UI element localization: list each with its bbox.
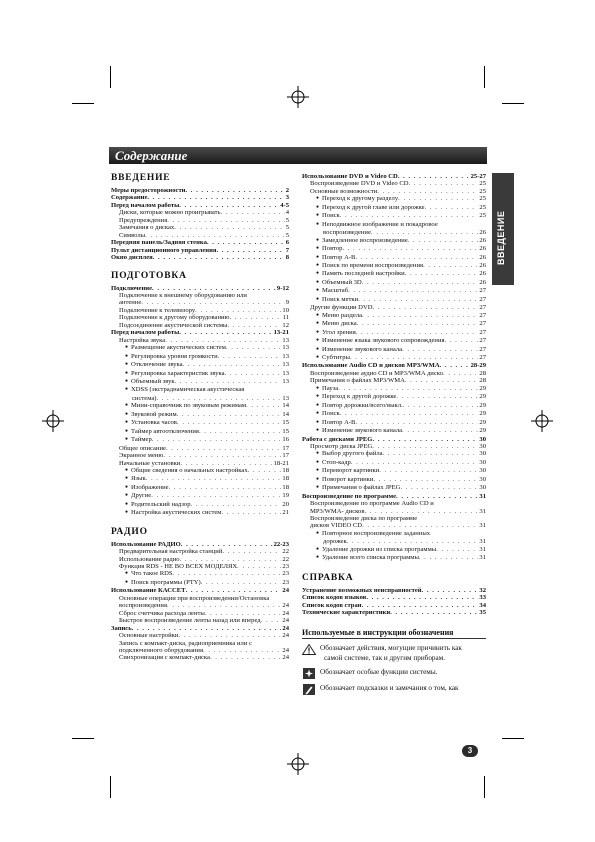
toc-entry-line: Основные операции при воспроизведении/Остановка — [119, 594, 270, 602]
registration-mark-icon — [531, 410, 553, 432]
toc-entry[interactable]: Настройка звука . . . 13 — [111, 337, 289, 344]
toc-entry[interactable]: Меры предосторожности . . . 2 — [111, 187, 289, 194]
toc-entry[interactable]: ● Примечания о файлах JPEG . . . 30 — [302, 484, 486, 492]
toc-entry[interactable]: ● Субтитры . . . 27 — [302, 354, 486, 362]
toc-entry[interactable]: Быстрое воспроизведение ленты назад или вперед . . . 24 — [111, 617, 289, 624]
toc-entry[interactable]: Функция RDS - НЕ ВО ВСЕХ МОДЕЛЯХ . . . 23 — [111, 563, 289, 570]
toc-entry[interactable]: ● Поиск . . . 25 — [302, 212, 486, 220]
toc-entry[interactable]: ● Изменение звукового канала . . . 27 — [302, 346, 486, 354]
toc-entry[interactable]: ● Поиск . . . 29 — [302, 410, 486, 418]
toc-entry[interactable]: ● Повтор A-B . . . 29 — [302, 419, 486, 427]
page-title: Содержание — [115, 148, 188, 163]
toc-entry[interactable]: Предварительная настройка станций . . . 22 — [111, 548, 289, 555]
toc-entry[interactable]: ● Удаление дорожки из списка программы . . . 31 — [302, 546, 486, 554]
toc-entry[interactable]: Другие функции DVD . . . 27 — [302, 304, 486, 311]
toc-entry[interactable]: ● Звуковой режим . . . 14 — [111, 411, 289, 419]
toc-entry[interactable]: ● Отключение звука . . . 13 — [111, 361, 289, 369]
toc-entry[interactable]: Замечания о дисках . . . 5 — [111, 224, 289, 231]
toc-entry[interactable]: Использование Audio CD и дисков MP3/WMA . . . 28-29 — [302, 362, 486, 369]
toc-entry[interactable]: Окно дисплея . . . 8 — [111, 254, 289, 261]
toc-entry-line: Запись с компакт-диска, радиоприемника или с — [119, 639, 252, 647]
registration-mark-icon — [287, 86, 309, 108]
toc-entry[interactable]: Начальные установки . . . 18-21 — [111, 460, 289, 467]
sparkle-icon — [302, 668, 316, 679]
toc-entry[interactable]: ● Регулировка уровня громкости . . . 13 — [111, 353, 289, 361]
registration-mark-icon — [287, 753, 309, 775]
symbol-item — [302, 668, 486, 679]
toc-entry[interactable]: ● Поворот картинки . . . 30 — [302, 476, 486, 484]
toc-entry-line: ● Неподвижное изображение и покадровое — [302, 221, 486, 229]
toc-entry[interactable]: ● Масштаб . . . 27 — [302, 287, 486, 295]
toc-entry[interactable]: ● Что такое RDS . . . 23 — [111, 570, 289, 578]
toc-entry[interactable]: ● Меню диска . . . 27 — [302, 320, 486, 328]
toc-entry[interactable]: ● Переворот картинки . . . 30 — [302, 467, 486, 475]
toc-entry[interactable]: Технические характеристики . . . 35 — [302, 609, 486, 616]
toc-entry[interactable]: Использование радио . . . 22 — [111, 556, 289, 563]
toc-entry[interactable]: Основные настройки . . . 24 — [111, 632, 289, 639]
toc-entry[interactable]: ● Переход к другому разделу . . . 25 — [302, 195, 486, 203]
toc-entry[interactable]: ● Родительский надзор . . . 20 — [111, 501, 289, 509]
toc-entry[interactable]: ● Настройка акустических систем . . . 21 — [111, 509, 289, 517]
toc-entry[interactable]: ● Объемный 3D . . . 26 — [302, 279, 486, 287]
toc-entry[interactable]: ● Удаление всего списка программы . . . 31 — [302, 554, 486, 562]
toc-right-column — [302, 173, 486, 695]
toc-entry[interactable]: ● Изображение . . . 18 — [111, 484, 289, 492]
section-side-tab — [492, 173, 514, 285]
crop-mark — [484, 66, 485, 88]
symbol-item — [302, 684, 486, 695]
crop-mark — [484, 776, 485, 798]
crop-mark — [72, 738, 94, 739]
toc-entry[interactable]: ● Объемный звук . . . 13 — [111, 378, 289, 386]
note-hand-icon — [302, 684, 316, 695]
crop-mark — [72, 103, 94, 104]
toc-entry[interactable]: Диски, которые можно проигрывать . . . 4 — [111, 209, 289, 216]
toc-entry[interactable]: ● Переход к другой главе или дорожке . . . 25 — [302, 204, 486, 212]
toc-entry[interactable]: Устранение возможных неисправностей . . . 32 — [302, 587, 486, 594]
warning-triangle-icon — [302, 644, 316, 655]
toc-entry[interactable]: Перед началом работы . . . 13-21 — [111, 329, 289, 336]
toc-entry-line: ● Повторное воспроизведение заданных — [302, 530, 486, 538]
toc-entry[interactable]: Воспроизведение DVD и Video CD . . . 25 — [302, 180, 486, 187]
toc-entry[interactable]: Подключение к другому оборудованию . . . 11 — [111, 314, 289, 321]
symbol-text: Обозначает действия, могущие причинить как — [320, 644, 462, 653]
toc-entry[interactable]: ● Поиск программы (PTY) . . . 23 — [111, 579, 289, 587]
toc-entry[interactable]: Список кодов языков . . . 33 — [302, 594, 486, 601]
symbol-text: Обозначает подсказки и замечания о том, как — [320, 684, 459, 693]
toc-entry[interactable]: Общее описание . . . 17 — [111, 445, 289, 452]
toc-entry[interactable]: Подключение к телевизору . . . 10 — [111, 307, 289, 314]
toc-entry[interactable]: Подсоединение акустической системы . . . 12 — [111, 322, 289, 329]
toc-entry[interactable]: ● Регулировка характеристик звука . . . 13 — [111, 370, 289, 378]
symbol-text: Обозначает особые функции системы. — [320, 668, 438, 677]
toc-entry[interactable]: Воспроизведение по программе . . . 31 — [302, 493, 486, 500]
toc-entry[interactable]: система) . . . 13 — [111, 395, 289, 402]
toc-entry[interactable]: Основные возможности . . . 25 — [302, 188, 486, 195]
toc-entry[interactable]: ● Размещение акустических систем . . . 13 — [111, 344, 289, 352]
section-heading: ПОДГОТОВКА — [111, 270, 187, 281]
toc-entry[interactable]: Подключение . . . 9-12 — [111, 285, 289, 292]
toc-entry[interactable]: ● Язык . . . 18 — [111, 475, 289, 483]
toc-entry-line: Подключение к внешнему оборудованию или — [119, 291, 247, 299]
toc-entry[interactable]: Перед началом работы . . . 4-5 — [111, 202, 289, 209]
toc-entry[interactable]: MP3/WMA- дисков . . . 31 — [302, 508, 486, 515]
section-heading: ВВЕДЕНИЕ — [111, 173, 171, 183]
toc-entry[interactable]: антенне . . . 9 — [111, 299, 289, 306]
toc-entry[interactable]: Пульт дистанционного управления . . . 7 — [111, 247, 289, 254]
symbol-text: самой системе, так и другим приборам. — [324, 653, 446, 662]
toc-entry[interactable]: ● Пауза . . . 29 — [302, 385, 486, 393]
symbol-item — [302, 644, 486, 663]
toc-entry[interactable]: Использование DVD и Video CD . . . 25-27 — [302, 173, 486, 180]
crop-mark — [110, 776, 111, 798]
toc-entry[interactable]: ● Стоп-кадр . . . 30 — [302, 459, 486, 467]
section-heading: РАДИО — [111, 526, 148, 537]
toc-entry[interactable]: ● Общие сведения о начальных настройках . . . 18 — [111, 467, 289, 475]
toc-entry[interactable]: ● Замедленное воспроизведение . . . 26 — [302, 237, 486, 245]
toc-entry[interactable]: ● Поиск метки . . . 27 — [302, 296, 486, 304]
toc-entry[interactable]: ● Угол зрения . . . 27 — [302, 329, 486, 337]
toc-entry[interactable]: Работа с дисками JPEG . . . 30 — [302, 436, 486, 443]
toc-entry[interactable]: ● Поиск по времени воспроизведения . . . 26 — [302, 262, 486, 270]
toc-entry[interactable]: дорожек . . . 31 — [302, 538, 486, 545]
toc-entry[interactable]: Передняя панель/Задняя стенка . . . 6 — [111, 239, 289, 246]
toc-entry[interactable]: ● Повтор A-B . . . 26 — [302, 254, 486, 262]
toc-entry[interactable]: Синхронизация с компакт-диска . . . 24 — [111, 654, 289, 661]
toc-entry[interactable]: Использование КАССЕТ . . . 24 — [111, 587, 289, 594]
toc-entry[interactable]: ● Меню раздела . . . 27 — [302, 312, 486, 320]
toc-entry[interactable]: воспроизведения . . . 24 — [111, 602, 289, 609]
toc-entry[interactable]: ● Выбор другого файла . . . 30 — [302, 450, 486, 458]
toc-entry[interactable]: ● Другие . . . 19 — [111, 492, 289, 500]
toc-entry[interactable]: ● Установка часов . . . 15 — [111, 419, 289, 427]
toc-entry[interactable]: подключенного оборудования . . . 24 — [111, 647, 289, 654]
toc-entry[interactable]: Список кодов стран . . . 34 — [302, 602, 486, 609]
toc-entry-line: Воспроизведение диска по программе — [310, 515, 418, 523]
toc-entry[interactable]: ● Переход к другой дорожке . . . 29 — [302, 393, 486, 401]
toc-entry[interactable]: ● Изменение звукового канала . . . 29 — [302, 427, 486, 435]
crop-mark — [502, 103, 524, 104]
toc-entry[interactable]: Запись . . . 24 — [111, 625, 289, 632]
toc-entry[interactable]: Воспроизведение аудио CD и MP3/WMA диско . . . 28 — [302, 370, 486, 377]
toc-entry[interactable]: Экранное меню . . . 17 — [111, 452, 289, 459]
toc-entry[interactable]: Просмотр диска JPEG . . . 30 — [302, 443, 486, 450]
toc-entry[interactable]: Предупреждения . . . 5 — [111, 217, 289, 224]
toc-entry[interactable]: ● Память последней настройки . . . 26 — [302, 270, 486, 278]
toc-entry[interactable]: ● Таймер автоотключения . . . 15 — [111, 428, 289, 436]
toc-entry[interactable]: ● Изменение языка звукового сопровождения . . . 27 — [302, 337, 486, 345]
toc-entry[interactable]: ● Таймер . . . 16 — [111, 436, 289, 444]
toc-entry-line: ● XDSS (экстраднамическая акустическая — [111, 386, 289, 394]
page-title-bar — [109, 147, 487, 164]
toc-entry[interactable]: дисков VIDEO CD . . . 31 — [302, 522, 486, 529]
toc-left-column — [111, 173, 289, 662]
toc-entry[interactable]: ● Повтор дорожки/всего/выкл. . . . 29 — [302, 402, 486, 410]
toc-entry[interactable]: Примечания о файлах MP3/WMA . . . 28 — [302, 377, 486, 384]
symbols-heading: Используемые в инструкции обозначения — [302, 629, 486, 639]
toc-entry[interactable]: воспроизведение . . . 26 — [302, 229, 486, 236]
toc-entry[interactable]: Содержание . . . 3 — [111, 194, 289, 201]
toc-entry[interactable]: Использование РАДИО . . . 22-23 — [111, 541, 289, 548]
side-tab-label: ВВЕДЕНИЕ — [496, 210, 506, 265]
toc-entry[interactable]: Символы . . . 5 — [111, 232, 289, 239]
section-heading: СПРАВКА — [302, 572, 354, 583]
toc-entry[interactable]: ● Повтор . . . 26 — [302, 245, 486, 253]
toc-entry[interactable]: Сброс счетчика расхода ленты . . . 24 — [111, 610, 289, 617]
registration-mark-icon — [42, 410, 64, 432]
toc-entry[interactable]: ● Мини-справочник по звуковым режимам . . . 14 — [111, 402, 289, 410]
crop-mark — [502, 738, 524, 739]
page-number: 3 — [462, 745, 478, 757]
crop-mark — [110, 66, 111, 88]
toc-entry-line: Воспроизведение по программе Audio CD и — [310, 500, 434, 508]
